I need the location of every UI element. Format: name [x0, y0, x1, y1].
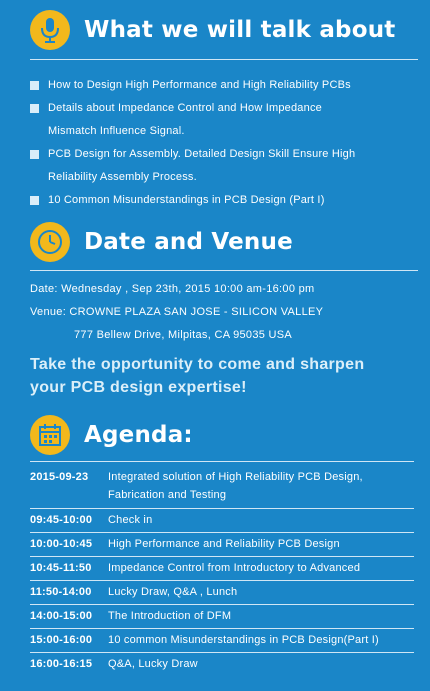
- talk-item: [30, 143, 422, 189]
- cta-line: Take the opportunity to come and sharpen: [30, 356, 365, 373]
- agenda-desc: Check in: [108, 514, 153, 526]
- agenda-time: 10:45-11:50: [30, 562, 92, 574]
- agenda-row: [30, 652, 414, 676]
- talk-title: What we will talk about: [84, 17, 396, 43]
- agenda-row: [30, 461, 414, 508]
- talk-item-text: How to Design High Performance and High Reliability PCBs: [48, 79, 351, 91]
- agenda-time: 14:00-15:00: [30, 610, 93, 622]
- calendar-icon: [30, 415, 70, 455]
- bullet-square-icon: [30, 196, 39, 205]
- agenda-time: 11:50-14:00: [30, 586, 92, 598]
- agenda-title: Agenda:: [84, 422, 193, 448]
- event-venue: Venue: CROWNE PLAZA SAN JOSE - SILICON VALLEY: [30, 306, 324, 318]
- agenda-desc: High Performance and Reliability PCB Design: [108, 538, 340, 550]
- venue-divider: [30, 270, 418, 271]
- talk-list: [30, 74, 422, 212]
- talk-divider: [30, 59, 418, 60]
- agenda-header: [30, 415, 193, 455]
- bullet-square-icon: [30, 104, 39, 113]
- talk-item: [30, 74, 422, 97]
- clock-icon: [30, 222, 70, 262]
- agenda-desc: 10 common Misunderstandings in PCB Design(Part I): [108, 634, 379, 646]
- event-date: Date: Wednesday , Sep 23th, 2015 10:00 am-16:00 pm: [30, 283, 315, 295]
- bullet-square-icon: [30, 150, 39, 159]
- talk-item: [30, 189, 422, 212]
- talk-item-text: Details about Impedance Control and How Impedance: [48, 102, 322, 114]
- talk-item-text: 10 Common Misunderstandings in PCB Design (Part I): [48, 194, 325, 206]
- agenda-time: 2015-09-23: [30, 471, 89, 483]
- talk-item-text: Reliability Assembly Process.: [48, 171, 197, 183]
- event-address: 777 Bellew Drive, Milpitas, CA 95035 USA: [74, 329, 293, 341]
- agenda-time: 10:00-10:45: [30, 538, 93, 550]
- agenda-time: 09:45-10:00: [30, 514, 93, 526]
- cta-line: your PCB design expertise!: [30, 379, 247, 396]
- agenda-time: 16:00-16:15: [30, 658, 93, 670]
- talk-item-text: Mismatch Influence Signal.: [48, 125, 185, 137]
- agenda-time: 15:00-16:00: [30, 634, 93, 646]
- talk-header: [30, 10, 395, 50]
- microphone-icon: [30, 10, 70, 50]
- agenda-row: [30, 580, 414, 604]
- venue-header: [30, 222, 293, 262]
- agenda-desc: The Introduction of DFM: [108, 610, 232, 622]
- bullet-square-icon: [30, 81, 39, 90]
- call-to-action: [30, 353, 410, 399]
- agenda-desc: Fabrication and Testing: [108, 489, 227, 501]
- venue-title: Date and Venue: [84, 229, 293, 255]
- agenda-row: [30, 556, 414, 580]
- agenda-row: [30, 508, 414, 532]
- agenda-desc: Lucky Draw, Q&A , Lunch: [108, 586, 238, 598]
- talk-item: [30, 97, 422, 143]
- agenda-row: [30, 628, 414, 652]
- agenda-desc: Integrated solution of High Reliability PCB Design,: [108, 471, 363, 483]
- agenda-row: [30, 532, 414, 556]
- agenda-desc: Impedance Control from Introductory to Advanced: [108, 562, 361, 574]
- agenda-row: [30, 604, 414, 628]
- agenda-table: [30, 461, 414, 676]
- agenda-desc: Q&A, Lucky Draw: [108, 658, 198, 670]
- talk-item-text: PCB Design for Assembly. Detailed Design Skill Ensure High: [48, 148, 356, 160]
